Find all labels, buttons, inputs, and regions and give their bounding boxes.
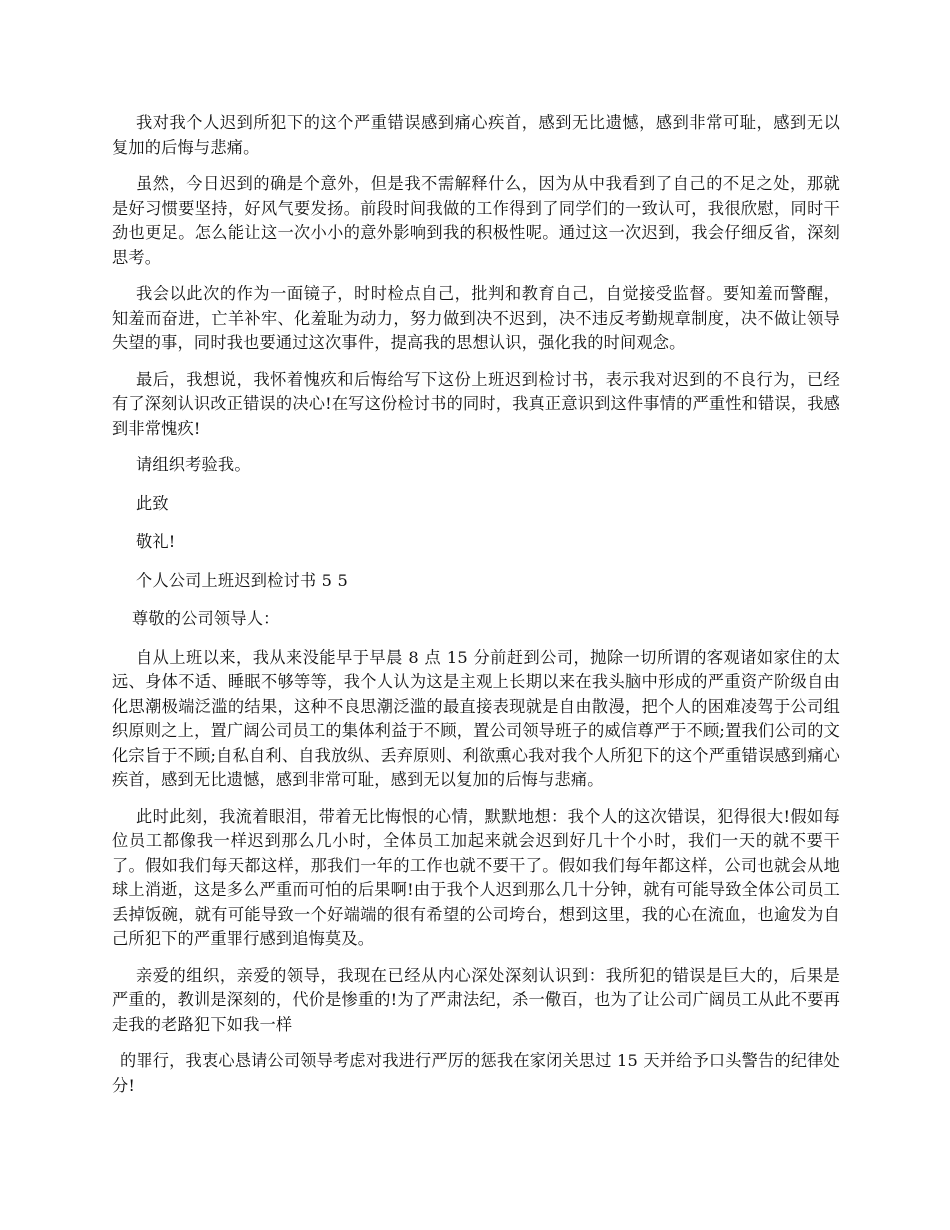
paragraph-punishment-request: 的罪行，我衷心恳请公司领导考虑对我进行严厉的惩我在家闭关思过 15 天并给予口头警告的纪律处分! <box>112 1051 840 1095</box>
closing-cizhi: 此致 <box>136 493 169 513</box>
paragraph-apology-opening: 我对我个人迟到所犯下的这个严重错误感到痛心疾首，感到无比遗憾，感到非常可耻，感到无以复加的后悔与悲痛。 <box>112 113 840 157</box>
paragraph-final-words: 最后，我想说，我怀着愧疚和后悔给写下这份上班迟到检讨书，表示我对迟到的不良行为，已经有了深刻认识改正错误的决心!在写这份检讨书的同时，我真正意识到这件事情的严重性和错误，我感到非常愧疚! <box>112 369 840 438</box>
paragraph-this-moment: 此时此刻，我流着眼泪，带着无比悔恨的心情，默默地想：我个人的这次错误，犯得很大!假如每位员工都像我一样迟到那么几小时，全体员工加起来就会迟到好几十个小时，我们一天的就不要干了。假如我们每天都这样，那我们一年的工作也就不要干了。假如我们每年都这样，公司也就会从地球上消逝，这是多么严重而可怕的后果啊!由于我个人迟到那么几十分钟，就有可能导致全体公司员工丢掉饭碗，就有可能导致一个好端端的很有希望的公司垮台，想到这里，我的心在流血，也逾发为自己所犯下的严重罪行感到追悔莫及。 <box>112 806 840 948</box>
section-title: 个人公司上班迟到检讨书 5 5 <box>136 570 348 590</box>
document-page <box>112 111 840 1110</box>
paragraph-request-test: 请组织考验我。 <box>136 455 251 474</box>
paragraph-since-working: 自从上班以来，我从来没能早于早晨 8 点 15 分前赶到公司，抛除一切所谓的客观诸如家住的太远、身体不适、睡眠不够等等，我个人认为这是主观上长期以来在我头脑中形成的严重资产阶级自由化思潮极端泛滥的结果，这种不良思潮泛滥的最直接表现就是自由散漫，把个人的困难凌驾于公司组织原则之上，置广阔公司员工的集体利益于不顾，置公司领导班子的威信尊严于不顾;置我们公司的文化宗旨于不顾;自私自利、自我放纵、丢弃原则、利欲熏心我对我个人所犯下的这个严重错误感到痛心疾首，感到无比遗憾，感到非常可耻，感到无以复加的后悔与悲痛。 <box>112 647 840 789</box>
paragraph-self-supervision: 我会以此次的作为一面镜子，时时检点自己，批判和教育自己，自觉接受监督。要知羞而警醒，知羞而奋进，亡羊补牢、化羞耻为动力，努力做到决不迟到，决不违反考勤规章制度，决不做让领导失望的事，同时我也要通过这次事件，提高我的思想认识，强化我的时间观念。 <box>112 284 840 352</box>
paragraph-dear-organization: 亲爱的组织，亲爱的领导，我现在已经从内心深处深刻认识到：我所犯的错误是巨大的，后果是严重的，教训是深刻的，代价是惨重的!为了严肃法纪，杀一儆百，也为了让公司广阔员工从此不要再走我的老路犯下如我一样 <box>112 965 840 1034</box>
closing-jingli: 敬礼! <box>136 532 176 551</box>
paragraph-accident-reflection: 虽然，今日迟到的确是个意外，但是我不需解释什么，因为从中我看到了自己的不足之处，那就是好习惯要坚持，好风气要发扬。前段时间我做的工作得到了同学们的一致认可，我很欣慰，同时干劲也更足。怎么能让这一次小小的意外影响到我的积极性呢。通过这一次迟到，我会仔细反省，深刻思考。 <box>112 174 840 267</box>
salutation: 尊敬的公司领导人： <box>132 609 280 628</box>
